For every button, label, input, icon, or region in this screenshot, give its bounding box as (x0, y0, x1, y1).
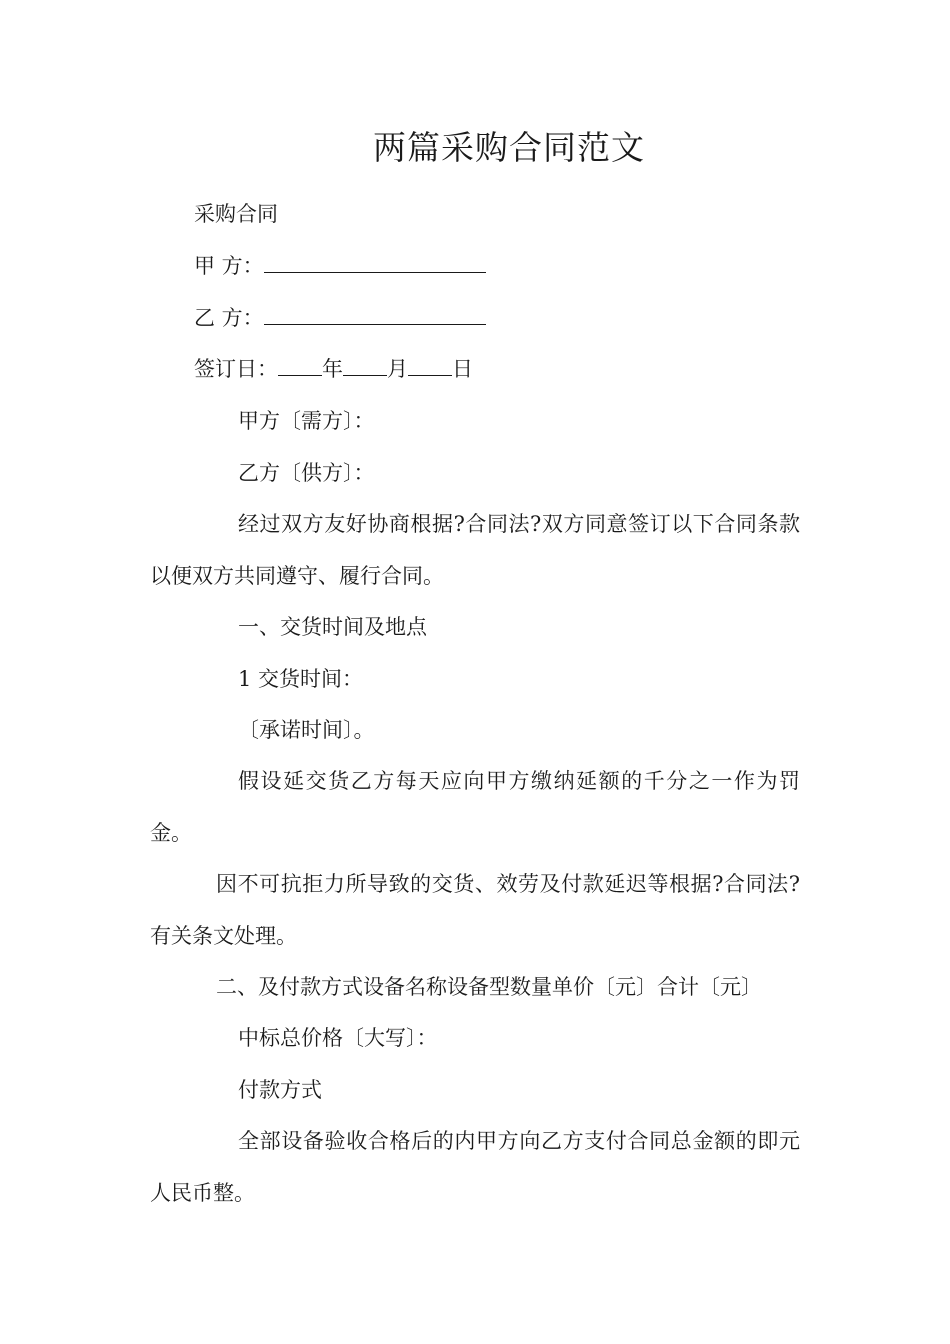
party-a-demand: 甲方〔需方〕： (238, 409, 375, 433)
section-1-heading: 一、交货时间及地点 (238, 615, 427, 639)
document-title: 两篇采购合同范文 (373, 128, 645, 167)
month-blank (343, 355, 387, 376)
year-label: 年 (322, 357, 343, 381)
day-blank (408, 355, 452, 376)
late-penalty-paragraph: 假设延交货乙方每天应向甲方缴纳延额的千分之一作为罚金。 (150, 769, 800, 845)
bid-total-label: 中标总价格〔大写〕： (238, 1026, 438, 1050)
sign-date-field (194, 355, 473, 383)
sign-date-label: 签订日： (194, 357, 278, 381)
section-2-heading: 二、及付款方式设备名称设备型数量单价〔元〕合计〔元〕 (216, 975, 762, 999)
force-majeure-paragraph: 因不可抗拒力所导致的交货、效劳及付款延迟等根据?合同法?有关条文处理。 (150, 872, 800, 948)
contract-subtitle: 采购合同 (194, 202, 278, 226)
month-label: 月 (387, 357, 408, 381)
party-b-blank (264, 304, 486, 325)
party-a-field (194, 252, 486, 280)
party-b-label: 乙 方： (194, 306, 264, 330)
payment-method-heading: 付款方式 (238, 1078, 322, 1102)
party-a-blank (264, 252, 486, 273)
year-blank (278, 355, 322, 376)
party-b-field (194, 304, 486, 332)
promise-time: 〔承诺时间〕。 (238, 718, 375, 742)
party-b-supply: 乙方〔供方〕： (238, 461, 375, 485)
party-a-label: 甲 方： (194, 254, 264, 278)
day-label: 日 (452, 357, 473, 381)
delivery-time-label: 1 交货时间： (238, 667, 364, 691)
intro-paragraph: 经过双方友好协商根据?合同法?双方同意签订以下合同条款以便双方共同遵守、履行合同。 (150, 512, 800, 588)
payment-detail-paragraph: 全部设备验收合格后的内甲方向乙方支付合同总金额的即元人民币整。 (150, 1129, 800, 1205)
